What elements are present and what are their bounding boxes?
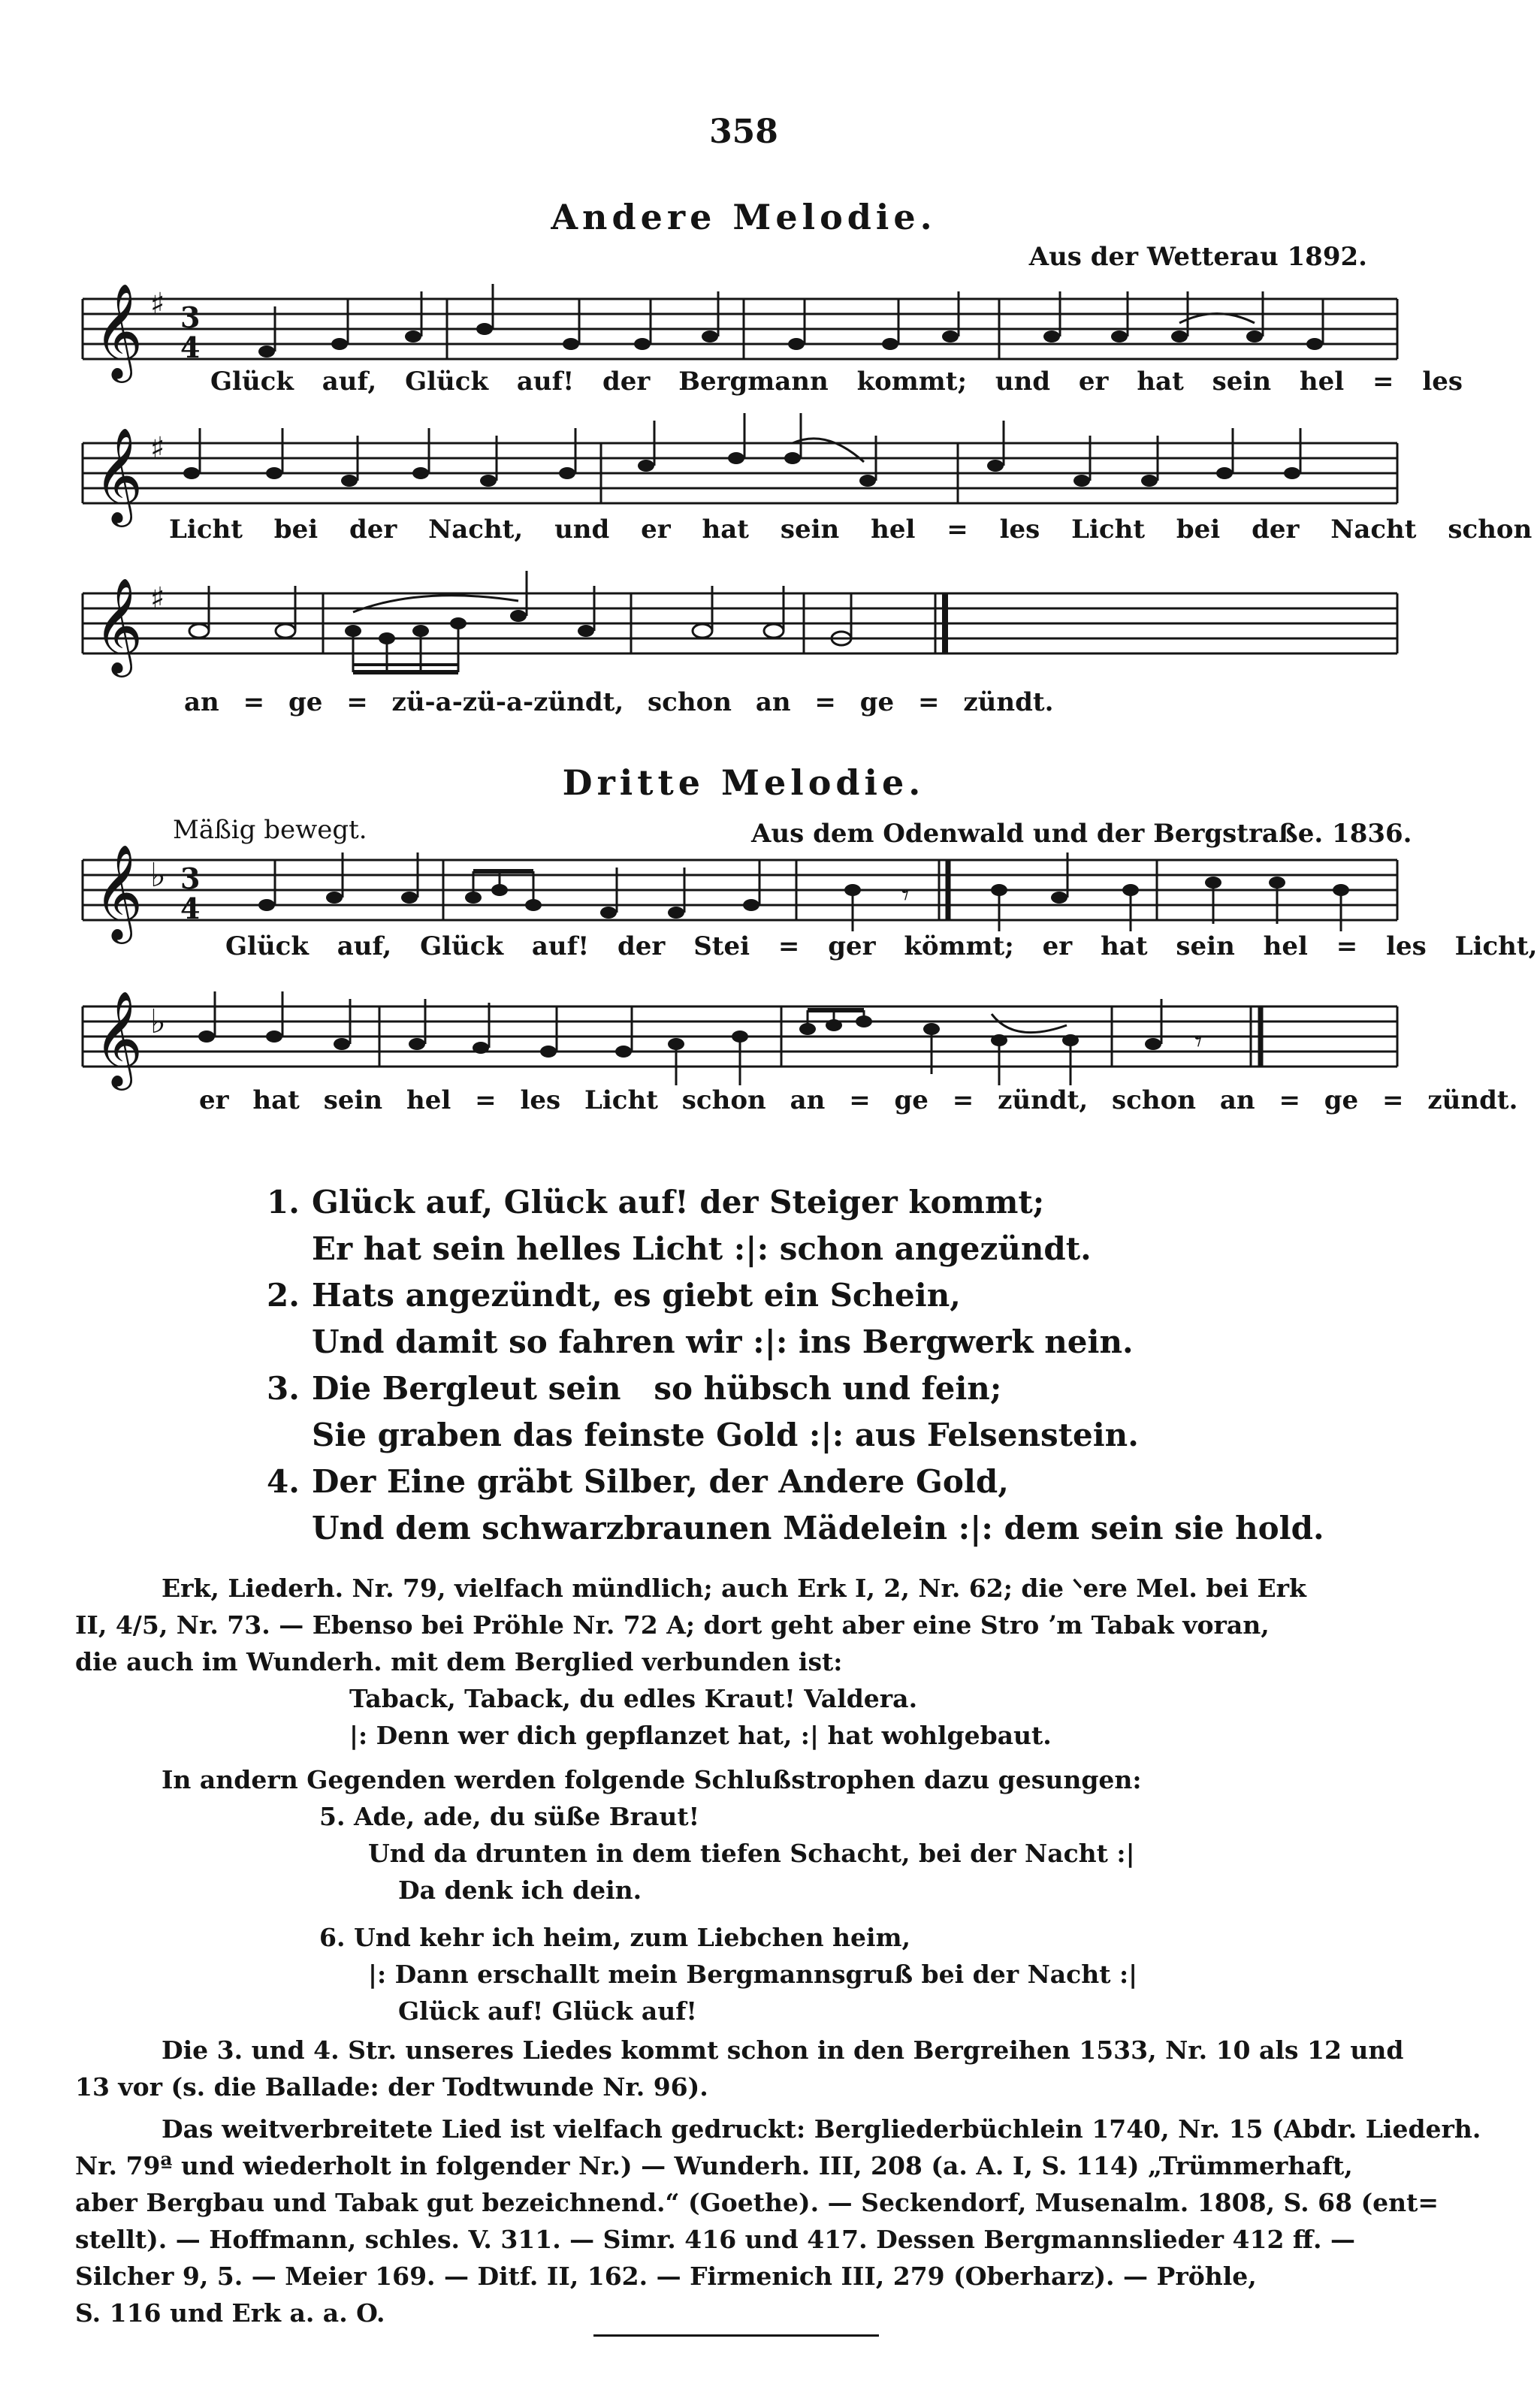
lyrics-line-3: an = ge = zü-a-zü-a-zündt, schon an = ge = zündt. — [184, 687, 1054, 717]
verses — [267, 1179, 1394, 1552]
lyrics-line-5: er hat sein hel = les Licht schon an = ge = zündt, schon an = ge = zündt. — [199, 1085, 1518, 1115]
svg-text:𝄞: 𝄞 — [94, 427, 143, 523]
svg-text:𝄞: 𝄞 — [94, 282, 143, 379]
verse-1-line-1: 1. Glück auf, Glück auf! der Steiger kommt; — [267, 1184, 1045, 1221]
verse-2-line-2: Und damit so fahren wir :|: ins Bergwerk nein. — [312, 1323, 1134, 1360]
svg-text:𝄞: 𝄞 — [94, 843, 143, 940]
notes-paragraph-3: Die 3. und 4. Str. unseres Liedes kommt schon in den Bergreihen 1533, Nr. 10 als 12 und 13 vor (s. die Ballade: der Todtwunde Nr. 96). — [75, 2035, 1404, 2102]
svg-text:♯: ♯ — [150, 581, 165, 616]
svg-text:♭: ♭ — [150, 1003, 166, 1041]
svg-text:♯: ♯ — [150, 286, 165, 321]
lyrics-line-4: Glück auf, Glück auf! der Stei = ger kömmt; er hat sein hel = les Licht, — [225, 931, 1537, 961]
verse-4-line-2: Und dem schwarzbraunen Mädelein :|: dem sein sie hold. — [312, 1510, 1324, 1546]
svg-text:3: 3 — [180, 862, 201, 895]
svg-text:𝄞: 𝄞 — [94, 990, 143, 1086]
closing-rule — [593, 2334, 879, 2337]
section2-heading: Dritte Melodie. — [562, 762, 926, 803]
svg-text:𝄾: 𝄾 — [1194, 1024, 1203, 1059]
section2-source: Aus dem Odenwald und der Bergstraße. 1836. — [751, 819, 1412, 849]
notes-paragraph-2: In andern Gegenden werden folgende Schlußstrophen dazu gesungen: 5. Ade, ade, du süße Braut! Und da drunten in dem tiefen Schacht, bei der Nacht :| Da denk ich dein. 6. Und kehr ich heim, zum Liebchen heim, |: Dann erschallt mein Bergmannsgruß bei der Nacht :| Glück auf! Glück auf! — [162, 1765, 1142, 2026]
svg-text:4: 4 — [180, 330, 201, 364]
notes-paragraph-1: Erk, Liederh. Nr. 79, vielfach mündlich; auch Erk I, 2, Nr. 62; die ᐠere Mel. bei Erk II, 4/5, Nr. 73. — Ebenso bei Pröhle Nr. 72 A; dort geht aber eine Stro ʼm Tabak voran, die auch im Wunderh. mit dem Berglied verbunden ist: Taback, Taback, du edles Kraut! Valdera. |: Denn wer dich gepflanzet hat, :| hat wohlgebaut. — [75, 1574, 1306, 1750]
svg-text:♯: ♯ — [150, 430, 165, 466]
verse-1-line-2: Er hat sein helles Licht :|: schon angezündt. — [312, 1230, 1092, 1267]
svg-text:3: 3 — [180, 300, 201, 334]
lyrics-line-2: Licht bei der Nacht, und er hat sein hel = les Licht bei der Nacht schon — [169, 514, 1532, 545]
svg-text:4: 4 — [180, 892, 201, 925]
section1-heading: Andere Melodie. — [551, 197, 937, 237]
lyrics-line-1: Glück auf, Glück auf! der Bergmann kommt; und er hat sein hel = les — [210, 367, 1463, 397]
verse-3-line-2: Sie graben das feinste Gold :|: aus Felsenstein. — [312, 1417, 1139, 1453]
verse-4-line-1: 4. Der Eine gräbt Silber, der Andere Gold, — [267, 1463, 1009, 1500]
verse-3-line-1: 3. Die Bergleut sein so hübsch und fein; — [267, 1370, 1002, 1407]
page-number: 358 — [709, 113, 778, 151]
svg-text:𝄾: 𝄾 — [901, 878, 910, 913]
section1-source: Aus der Wetterau 1892. — [1028, 242, 1367, 272]
notes-paragraph-4: Das weitverbreitete Lied ist vielfach gedruckt: Bergliederbüchlein 1740, Nr. 15 (Abdr. Liederh. Nr. 79ª und wiederholt in folgender Nr.) — Wunderh. III, 208 (a. A. I, S. 114) „Trümmerhaft, aber Bergbau und Tabak gut bezeichnend.“ (Goethe). — Seckendorf, Musenalm. 1808, S. 68 (ent= stellt). — Hoffmann, schles. V. 311. — Simr. 416 und 417. Dessen Bergmannslieder 412 ff. — Silcher 9, 5. — Meier 169. — Ditf. II, 162. — Firmenich III, 279 (Oberharz). — Pröhle, S. 116 und Erk a. a. O. — [75, 2114, 1481, 2328]
svg-text:♭: ♭ — [150, 856, 166, 895]
section2-tempo: Mäßig bewegt. — [173, 815, 367, 845]
verse-2-line-1: 2. Hats angezündt, es giebt ein Schein, — [267, 1277, 961, 1314]
svg-text:𝄞: 𝄞 — [94, 577, 143, 673]
